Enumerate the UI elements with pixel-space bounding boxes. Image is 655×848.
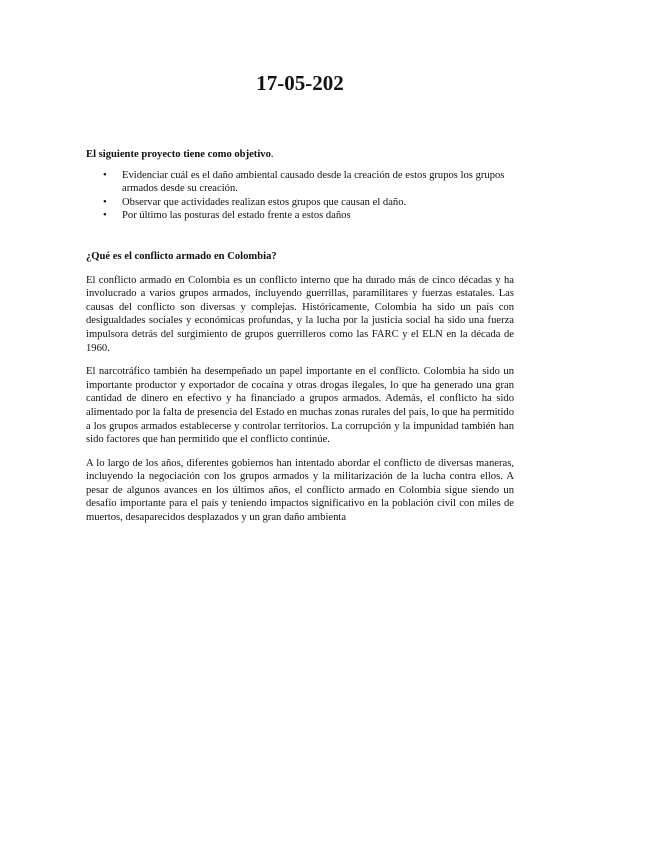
- body-paragraph: A lo largo de los años, diferentes gobiernos han intentado abordar el conflicto de diversas maneras, incluyendo la negociación con los grupos armados y la militarización de la lucha contra ellos. A pesar de algunos avances en los últimos años, el conflicto armado en Colombia sigue siendo un desafío importante para el país y teniendo impactos significativo en la población civil con miles de muertos, desaparecidos desplazados y un gran daño ambienta: [86, 457, 514, 524]
- objective-intro-period: .: [270, 149, 274, 160]
- bullet-icon: •: [103, 169, 107, 181]
- objectives-list: [86, 169, 514, 223]
- body-paragraph: El conflicto armado en Colombia es un conflicto interno que ha durado más de cinco décadas y ha involucrado a varios grupos armados, incluyendo guerrillas, paramilitares y fuerzas estatales. Las causas del conflicto son diversas y complejas. Históricamente, Colombia ha sido un país con desigualdades sociales y económicas profundas, y la lucha por la justicia social ha sido una fuerza impulsora detrás del surgimiento de grupos guerrilleros como las FARC y el ELN en la década de 1960.: [86, 274, 514, 354]
- document-title: 17-05-202: [256, 71, 344, 95]
- bullet-icon: •: [103, 196, 107, 208]
- objective-item: [86, 169, 514, 196]
- objective-intro: [86, 148, 514, 162]
- bullet-icon: •: [103, 210, 107, 222]
- section-heading: ¿Qué es el conflicto armado en Colombia?: [86, 250, 277, 262]
- objective-item: [86, 209, 514, 223]
- objective-text: Observar que actividades realizan estos grupos que causan el daño.: [122, 196, 407, 208]
- body-paragraph: El narcotráfico también ha desempeñado un papel importante en el conflicto. Colombia ha sido un importante productor y exportador de cocaína y otras drogas ilegales, lo que ha generado una gran cantidad de dinero en efectivo y ha financiado a grupos armados. Además, el conflicto ha sido alimentado por la falta de presencia del Estado en muchas zonas rurales del país, lo que ha permitido a los grupos armados establecerse y controlar territorios. La corrupción y la impunidad también han sido factores que han permitido que el conflicto continúe.: [86, 366, 514, 446]
- objective-intro-text: El siguiente proyecto tiene como objetivo: [86, 149, 271, 160]
- document-body: [86, 148, 514, 525]
- objective-text: Por último las posturas del estado frente a estos daños: [122, 210, 351, 222]
- objective-item: [86, 196, 514, 210]
- objective-text: Evidenciar cuál es el daño ambiental causado desde la creación de estos grupos los grupos armados desde su creación.: [122, 169, 505, 195]
